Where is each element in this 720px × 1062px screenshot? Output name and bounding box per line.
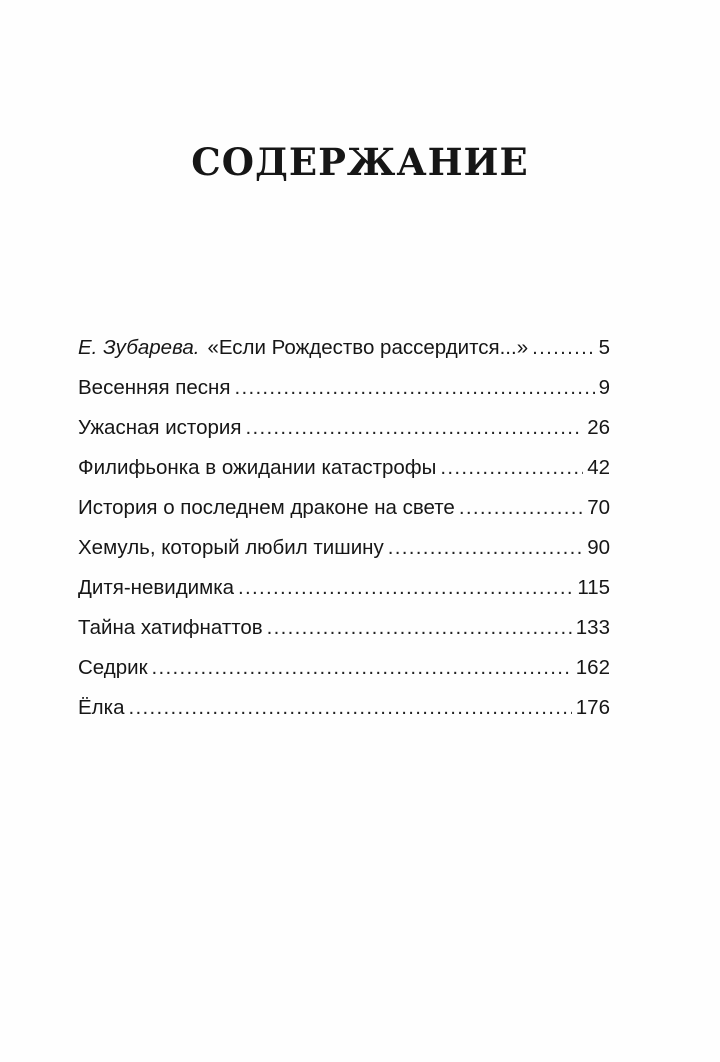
dot-leader [234,370,594,406]
toc-entry-title: Тайна хатифнаттов [78,616,263,639]
toc-entry-page-number: 162 [575,656,610,679]
toc-entry-page-number: 9 [598,376,610,399]
toc-entry-title: Филифьонка в ожидании катастрофы [78,456,437,479]
toc-entry-page-number: 115 [577,576,610,599]
dot-leader [245,410,583,446]
toc-entry-page-number: 42 [587,456,610,479]
toc-entry-page-number: 26 [587,416,610,439]
toc-entry-title: История о последнем драконе на свете [78,496,455,519]
toc-entry-page-number: 176 [575,696,610,719]
toc-entry[interactable] [78,530,610,570]
toc-entry-title: Ёлка [78,696,125,719]
toc-entry[interactable] [78,450,610,490]
toc-entry-title: Ужасная история [78,416,242,439]
dot-leader [388,530,583,566]
page-title: СОДЕРЖАНИЕ [191,140,529,184]
toc-entry-author: Е. Зубарева. [78,336,200,359]
toc-entry-title: Дитя-невидимка [78,576,235,599]
toc-entry[interactable] [78,610,610,650]
dot-leader [267,610,572,646]
dot-leader [440,450,583,486]
toc-entry-page-number: 133 [575,616,610,639]
toc-entry[interactable] [78,570,610,610]
toc-entry-title: Весенняя песня [78,376,231,399]
toc-entry-title: Хемуль, который любил тишину [78,536,384,559]
toc-entry-page-number: 5 [598,336,610,359]
table-of-contents [78,330,610,730]
dot-leader [532,330,594,366]
toc-entry[interactable] [78,690,610,730]
dot-leader [459,490,583,526]
toc-entry-title: Седрик [78,656,148,679]
toc-entry[interactable] [78,370,610,410]
toc-entry[interactable] [78,490,610,530]
toc-entry[interactable] [78,410,610,450]
toc-entry-page-number: 70 [587,496,610,519]
toc-entry-page-number: 90 [587,536,610,559]
toc-entry-title: «Если Рождество рассердится...» [207,336,529,359]
dot-leader [128,690,571,726]
toc-entry[interactable] [78,330,610,370]
toc-entry[interactable] [78,650,610,690]
dot-leader [152,650,572,686]
dot-leader [238,570,573,606]
